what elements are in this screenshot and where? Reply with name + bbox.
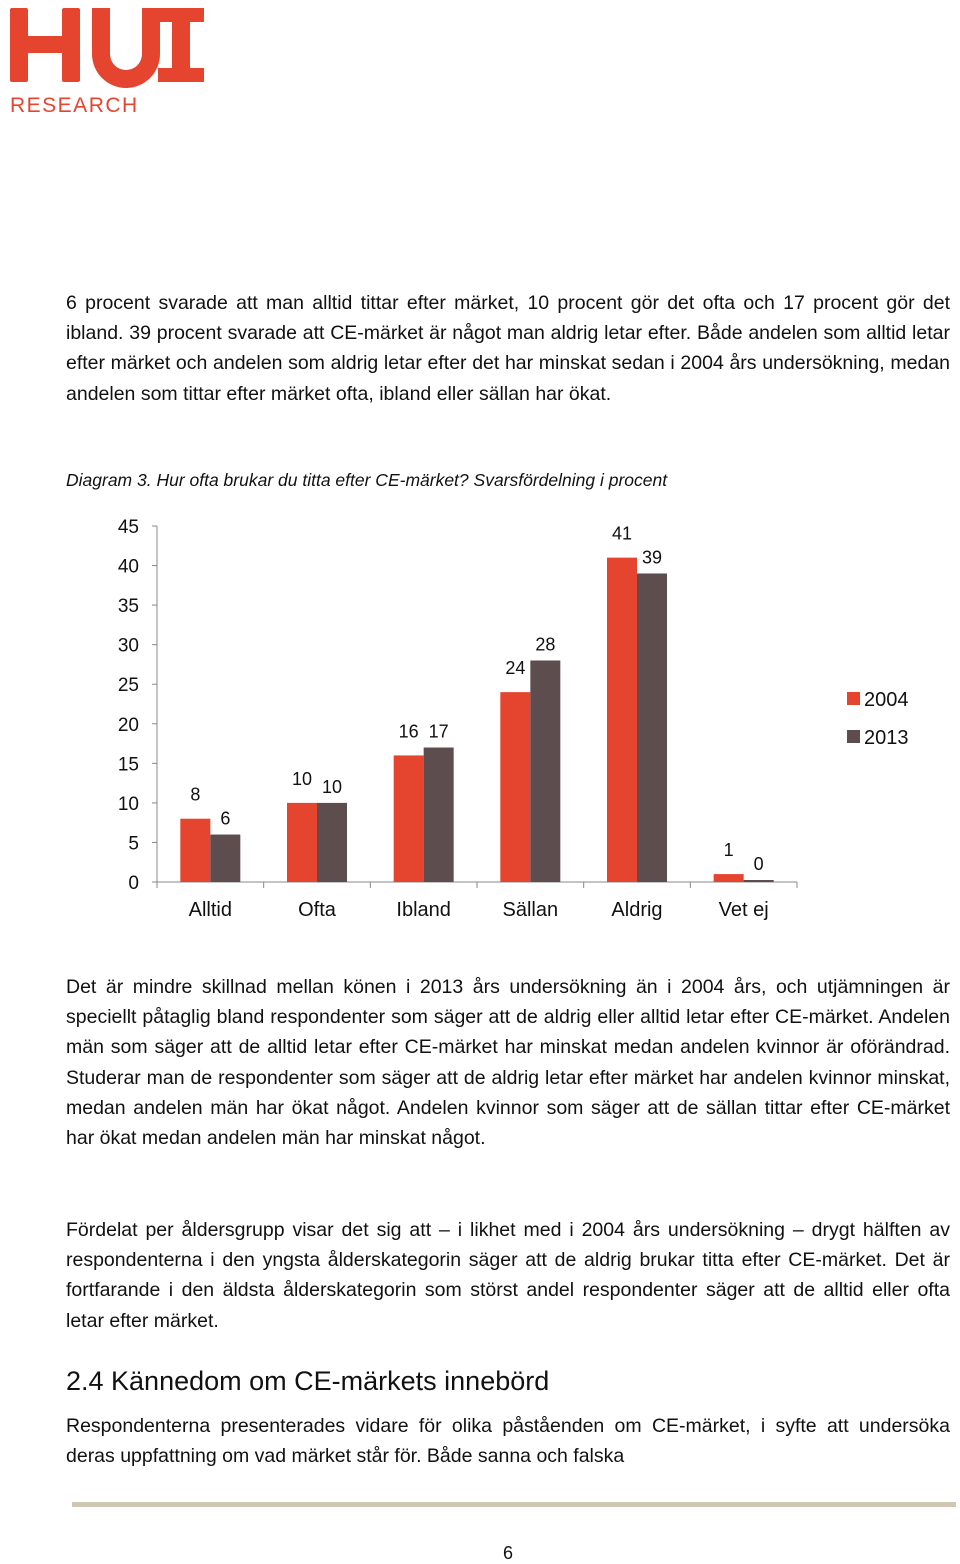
x-category-label: Alltid (188, 899, 233, 921)
data-label: 16 (398, 721, 419, 742)
bar-2013 (424, 748, 454, 882)
bar-chart (0, 500, 960, 930)
y-tick-label: 15 (117, 754, 139, 776)
data-label: 39 (641, 547, 663, 568)
y-tick-label: 25 (117, 675, 139, 697)
bar-2004 (394, 755, 424, 882)
x-category-label: Vet ej (718, 899, 769, 921)
bar-2004 (714, 874, 744, 882)
x-axis (157, 882, 797, 921)
data-label: 10 (321, 776, 343, 797)
y-tick-label: 0 (128, 873, 139, 894)
y-tick-label: 10 (117, 793, 139, 815)
x-category-label: Aldrig (611, 899, 663, 921)
footer-divider (72, 1502, 956, 1507)
chart-caption: Diagram 3. Hur ofta brukar du titta efter CE-märket? Svarsfördelning i procent (66, 470, 668, 490)
section-heading: 2.4 Kännedom om CE-märkets innebörd (66, 1366, 550, 1396)
paragraph-3: Fördelat per åldersgrupp visar det sig att – i likhet med i 2004 års undersökning – drygt hälften av respondenterna i den yngsta ålderskategorin säger att de aldrig brukar titta efter CE-märket. Det är fortfarande i den äldsta ålderskategorin som störst andel respondenter säger att de alltid eller ofta letar efter märket. (66, 1219, 950, 1332)
bar-2013 (317, 803, 347, 882)
data-label: 8 (190, 784, 201, 805)
bar-2013 (637, 573, 667, 882)
chart-legend (847, 689, 909, 749)
data-label: 10 (291, 768, 313, 789)
y-tick-label: 5 (128, 833, 139, 855)
x-category-label: Ibland (396, 899, 451, 921)
chart-bars (180, 524, 773, 882)
bar-2013 (210, 835, 240, 882)
legend-label: 2004 (864, 689, 909, 711)
bar-2004 (607, 558, 637, 882)
bar-2004 (500, 692, 530, 882)
data-label: 6 (220, 808, 231, 829)
legend-swatch-2004 (847, 692, 860, 705)
legend-swatch-2013 (847, 730, 860, 743)
paragraph-2: Det är mindre skillnad mellan könen i 2013 års undersökning än i 2004 års, och utjämningen är speciellt påtaglig bland respondenter som säger att de aldrig eller alltid letar efter CE-märket. Andelen män som säger att de alltid letar efter CE-märket har minskat medan andelen kvinnor är oförändrad. Studerar man de respondenter som säger att de aldrig letar efter märket har andelen kvinnor minskat, medan andelen män har ökat något. Andelen kvinnor som säger att de sällan tittar efter CE-märket har ökat medan andelen män har minskat något. (66, 976, 950, 1150)
legend-label: 2013 (864, 727, 909, 749)
paragraph-1: 6 procent svarade att man alltid tittar efter märket, 10 procent gör det ofta och 17 procent gör det ibland. 39 procent svarade att CE-märket är något man aldrig letar efter. Både andelen som alltid letar efter märket och andelen som aldrig letar efter det har minskat sedan i 2004 års undersökning, medan andelen som tittar efter märket ofta, ibland eller sällan har ökat. (66, 292, 950, 405)
y-tick-label: 40 (117, 556, 139, 578)
x-category-label: Ofta (298, 899, 336, 921)
bar-2013 (744, 880, 774, 882)
data-label: 28 (535, 634, 556, 655)
y-tick-label: 45 (117, 517, 139, 538)
paragraph-4: Respondenterna presenterades vidare för olika påståenden om CE-märket, i syfte att undersöka deras uppfattning om vad märket står för. Både sanna och falska (66, 1415, 950, 1468)
logo-graphic (8, 6, 238, 116)
bar-2013 (530, 660, 560, 882)
data-label: 41 (611, 523, 633, 544)
page-number: 6 (502, 1543, 513, 1563)
data-label: 24 (505, 658, 526, 679)
y-tick-label: 35 (117, 596, 139, 618)
x-category-label: Sällan (502, 899, 559, 921)
logo-subtitle: RESEARCH (10, 94, 139, 116)
hui-research-logo (8, 6, 238, 116)
bar-2004 (180, 819, 210, 882)
y-tick-label: 20 (117, 714, 139, 736)
data-label: 0 (753, 854, 764, 874)
data-label: 17 (428, 721, 449, 742)
bar-2004 (287, 803, 317, 882)
y-tick-label: 30 (117, 635, 139, 657)
y-axis (118, 517, 157, 894)
data-label: 1 (723, 840, 734, 861)
